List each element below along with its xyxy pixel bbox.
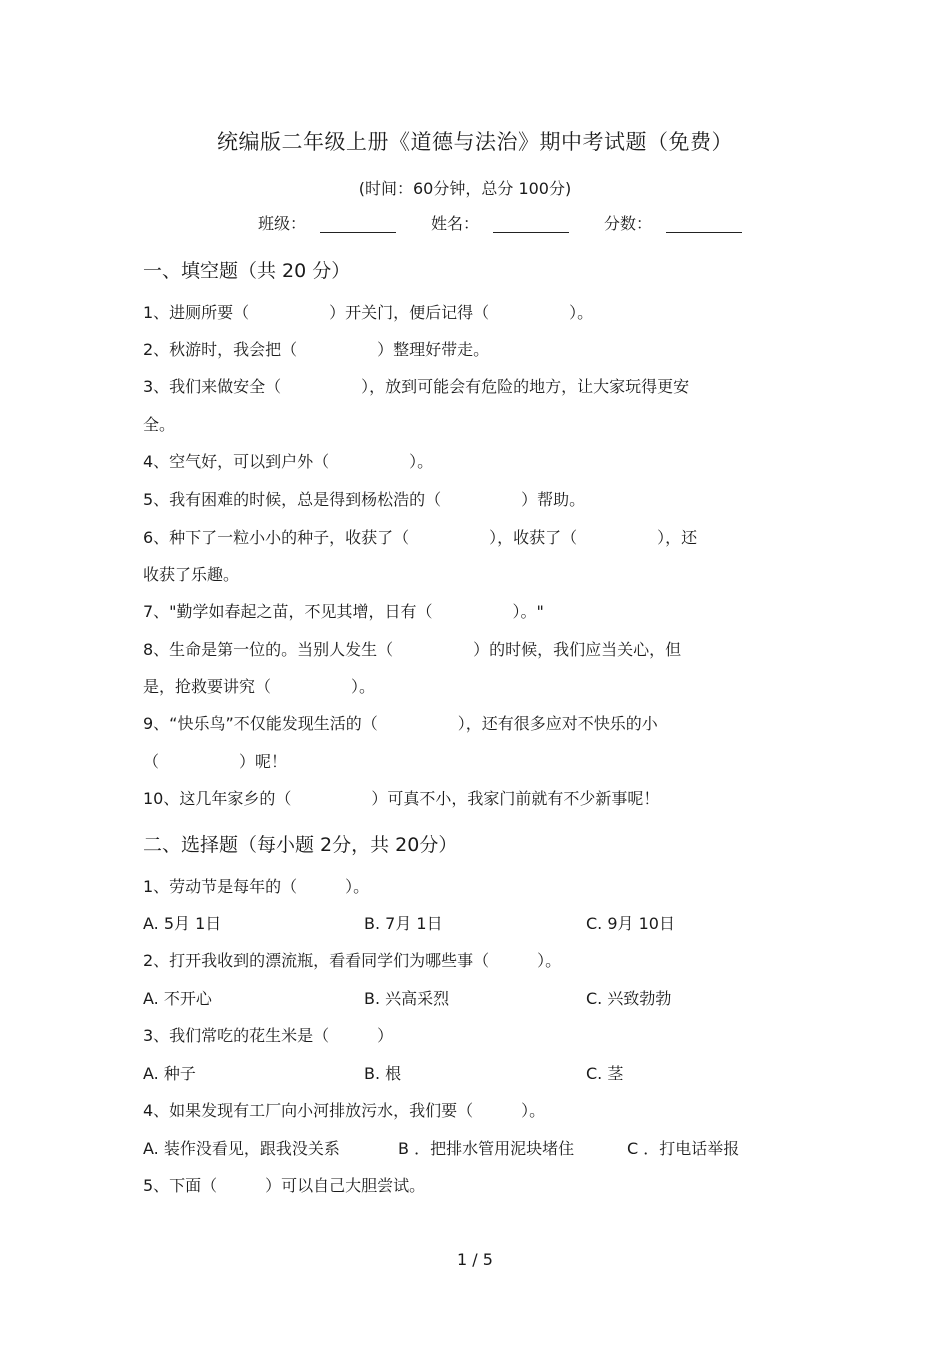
question-line: 6、种下了一粒小小的种子，收获了（ ），收获了（ ），还 (143, 528, 698, 547)
choice-option: A. 种子 (143, 1064, 196, 1083)
choice-option: B. 根 (364, 1064, 402, 1083)
question-line: 是，抢救要讲究（ ）。 (143, 677, 376, 696)
choice-option: C. 9月 10日 (586, 914, 675, 933)
name-field (431, 211, 569, 234)
choice-option: C ．打电话举报 (627, 1139, 740, 1158)
choice-option: B ．把排水管用泥块堵住 (398, 1139, 575, 1158)
choice-option: B. 兴高采烈 (364, 989, 450, 1008)
question-line: 全。 (143, 415, 176, 434)
score-blank (666, 216, 742, 233)
choice-option: A. 不开心 (143, 989, 212, 1008)
exam-title: 统编版二年级上册《道德与法治》期中考试题（免费） (217, 130, 733, 154)
choice-option: A. 装作没看见，跟我没关系 (143, 1139, 340, 1158)
question-line: 4、空气好，可以到户外（ ）。 (143, 452, 434, 471)
class-blank (320, 216, 396, 233)
name-blank (493, 216, 569, 233)
choice-option: A. 5月 1日 (143, 914, 222, 933)
section-choice-heading: 二、选择题（每小题 2分，共 20分） (143, 834, 458, 856)
choice-option: C. 茎 (586, 1064, 624, 1083)
question-line: 8、生命是第一位的。当别人发生（ ）的时候，我们应当关心，但 (143, 640, 682, 659)
choice-question: 1、劳动节是每年的（ ）。 (143, 877, 370, 896)
score-label: 分数： (604, 214, 653, 233)
choice-question: 4、如果发现有工厂向小河排放污水，我们要（ ）。 (143, 1101, 546, 1120)
question-line: 收获了乐趣。 (143, 565, 240, 584)
name-label: 姓名： (431, 214, 480, 233)
question-line: 5、我有困难的时候，总是得到杨松浩的（ ）帮助。 (143, 490, 586, 509)
question-line: 1、进厕所要（ ）开关门，便后记得（ ）。 (143, 303, 594, 322)
choice-question: 5、下面（ ）可以自己大胆尝试。 (143, 1176, 426, 1195)
choice-option: C. 兴致勃勃 (586, 989, 672, 1008)
choice-option: B. 7月 1日 (364, 914, 443, 933)
exam-subtitle: (时间：60分钟，总分 100分) (358, 179, 572, 198)
class-field (258, 211, 396, 234)
question-line: 7、"勤学如春起之苗，不见其增，日有（ ）。" (143, 602, 544, 621)
section-fill-in-heading: 一、填空题（共 20 分） (143, 260, 351, 282)
page-number: 1 / 5 (457, 1250, 493, 1269)
question-line: 3、我们来做安全（ ），放到可能会有危险的地方，让大家玩得更安 (143, 377, 690, 396)
score-field (604, 211, 742, 234)
choice-question: 3、我们常吃的花生米是（ ） (143, 1026, 394, 1045)
question-line: 2、秋游时，我会把（ ）整理好带走。 (143, 340, 490, 359)
question-line: 10、这几年家乡的（ ）可真不小，我家门前就有不少新事呢！ (143, 789, 660, 808)
question-line: （ ）呢！ (143, 752, 288, 771)
choice-question: 2、打开我收到的漂流瓶，看看同学们为哪些事（ ）。 (143, 951, 562, 970)
class-label: 班级： (258, 214, 307, 233)
question-line: 9、“快乐鸟”不仅能发现生活的（ ），还有很多应对不快乐的小 (143, 714, 658, 733)
